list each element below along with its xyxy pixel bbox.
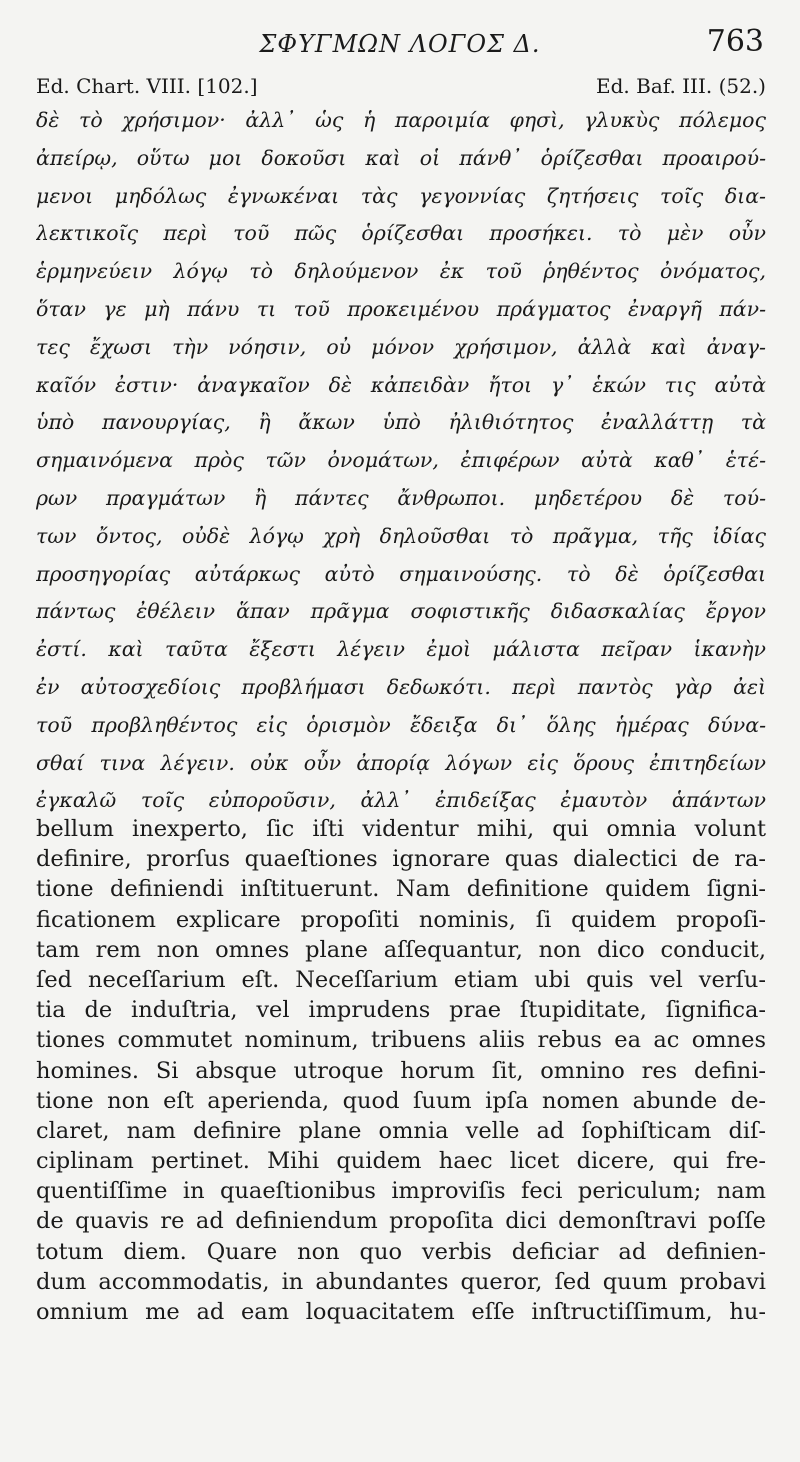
latin-line: tiones commutet nominum, tribuens aliis rebus ea ac omnes <box>36 1027 766 1054</box>
edition-chartier: Ed. Chart. VIII. [102.] <box>36 74 258 98</box>
latin-line: ciplinam pertinet. Mihi quidem haec licet dicere, qui fre- <box>36 1148 766 1175</box>
latin-line: tione definiendi inſtituerunt. Nam definitione quidem ſigni- <box>36 876 766 903</box>
latin-line: definire, prorſus quaeſtiones ignorare quas dialectici de ra- <box>36 846 766 873</box>
latin-line: tia de induſtria, vel imprudens prae ſtupiditate, ſignifica- <box>36 997 766 1024</box>
latin-text-block <box>36 814 766 1327</box>
greek-line: ἐστί. καὶ ταῦτα ἔξεστι λέγειν ἐμοὶ μάλιστα πεῖραν ἱκανὴν <box>36 637 766 662</box>
greek-line: ὑπὸ πανουργίας, ἢ ἄκων ὑπὸ ἠλιθιότητος ἐναλλάττῃ τὰ <box>36 410 766 435</box>
greek-line: των ὄντος, οὐδὲ λόγῳ χρὴ δηλοῦσθαι τὸ πρᾶγμα, τῆς ἰδίας <box>36 523 766 548</box>
latin-line: tam rem non omnes plane aſſequantur, non dico conducit, <box>36 936 766 963</box>
greek-line: ρων πραγμάτων ἢ πάντες ἄνθρωποι. μηδετέρου δὲ τού- <box>36 485 766 510</box>
greek-text-block <box>36 102 766 820</box>
greek-line: πάντως ἐθέλειν ἅπαν πρᾶγμα σοφιστικῆς διδασκαλίας ἔργον <box>36 599 766 624</box>
latin-line: ficationem explicare propoſiti nominis, ſi quidem propoſi- <box>36 906 766 933</box>
page-number: 763 <box>706 24 764 59</box>
greek-line: μενοι μηδόλως ἐγνωκέναι τὰς γεγοννίας ζητήσεις τοῖς δια- <box>36 183 766 208</box>
greek-line: σθαί τινα λέγειν. οὐκ οὖν ἀπορίᾳ λόγων εἰς ὅρους ἐπιτηδείων <box>36 750 766 775</box>
latin-line: totum diem. Quare non quo verbis deficiar ad definien- <box>36 1238 766 1265</box>
latin-line: quentiſſime in quaeſtionibus improviſis feci periculum; nam <box>36 1178 766 1205</box>
greek-line: λεκτικοῖς περὶ τοῦ πῶς ὁρίζεσθαι προσήκει. τὸ μὲν οὖν <box>36 221 766 246</box>
latin-line: ſed neceſſarium eſt. Neceſſarium etiam ubi quis vel verſu- <box>36 966 766 993</box>
latin-line: dum accommodatis, in abundantes queror, ſed quum probavi <box>36 1268 766 1295</box>
greek-line: δὲ τὸ χρήσιμον· ἀλλ᾽ ὡς ἡ παροιμία φησὶ, γλυκὺς πόλεμος <box>36 108 766 132</box>
running-head <box>0 24 800 64</box>
greek-line: τες ἔχωσι τὴν νόησιν, οὐ μόνον χρήσιμον, ἀλλὰ καὶ ἀναγ- <box>36 334 766 359</box>
greek-line: ἐν αὐτοσχεδίοις προβλήμασι δεδωκότι. περὶ παντὸς γὰρ ἀεὶ <box>36 674 766 699</box>
running-title: ΣΦΥΓΜΩΝ ΛΟΓΟΣ Δ. <box>259 30 541 58</box>
greek-line: ἑρμηνεύειν λόγῳ τὸ δηλούμενον ἐκ τοῦ ῥηθέντος ὀνόματος, <box>36 259 766 284</box>
latin-line: de quavis re ad definiendum propoſita dici demonſtravi poſſe <box>36 1208 766 1235</box>
greek-line: τοῦ προβληθέντος εἰς ὁρισμὸν ἔδειξα δι᾽ ὅλης ἡμέρας δύνα- <box>36 712 766 737</box>
latin-line: tione non eſt aperienda, quod ſuum ipſa nomen abunde de- <box>36 1087 766 1114</box>
greek-line: σημαινόμενα πρὸς τῶν ὀνομάτων, ἐπιφέρων αὐτὰ καθ᾽ ἑτέ- <box>36 448 766 473</box>
greek-line: ἐγκαλῶ τοῖς εὐποροῦσιν, ἀλλ᾽ ἐπιδείξας ἐμαυτὸν ἁπάντων <box>36 788 766 813</box>
latin-line: omnium me ad eam loquacitatem eſſe inſtructiſſimum, hu- <box>36 1299 766 1325</box>
edition-basel: Ed. Baf. III. (52.) <box>596 74 766 98</box>
greek-line: ἀπείρῳ, οὕτω μοι δοκοῦσι καὶ οἱ πάνθ᾽ ὁρίζεσθαι προαιρού- <box>36 145 766 170</box>
latin-line: bellum inexperto, ſic iſti videntur mihi, qui omnia volunt <box>36 816 766 842</box>
greek-line: προσηγορίας αὐτάρκως αὐτὸ σημαινούσης. τὸ δὲ ὁρίζεσθαι <box>36 561 766 586</box>
latin-line: claret, nam definire plane omnia velle ad ſophiſticam diſ- <box>36 1117 766 1144</box>
greek-line: ὅταν γε μὴ πάνυ τι τοῦ προκειμένου πράγματος ἐναργῆ πάν- <box>36 296 766 321</box>
greek-line: καῖόν ἐστιν· ἀναγκαῖον δὲ κἀπειδὰν ἤτοι γ᾽ ἑκών τις αὐτὰ <box>36 372 766 397</box>
edition-line <box>36 74 766 102</box>
latin-line: homines. Si absque utroque horum ſit, omnino res defini- <box>36 1057 766 1084</box>
